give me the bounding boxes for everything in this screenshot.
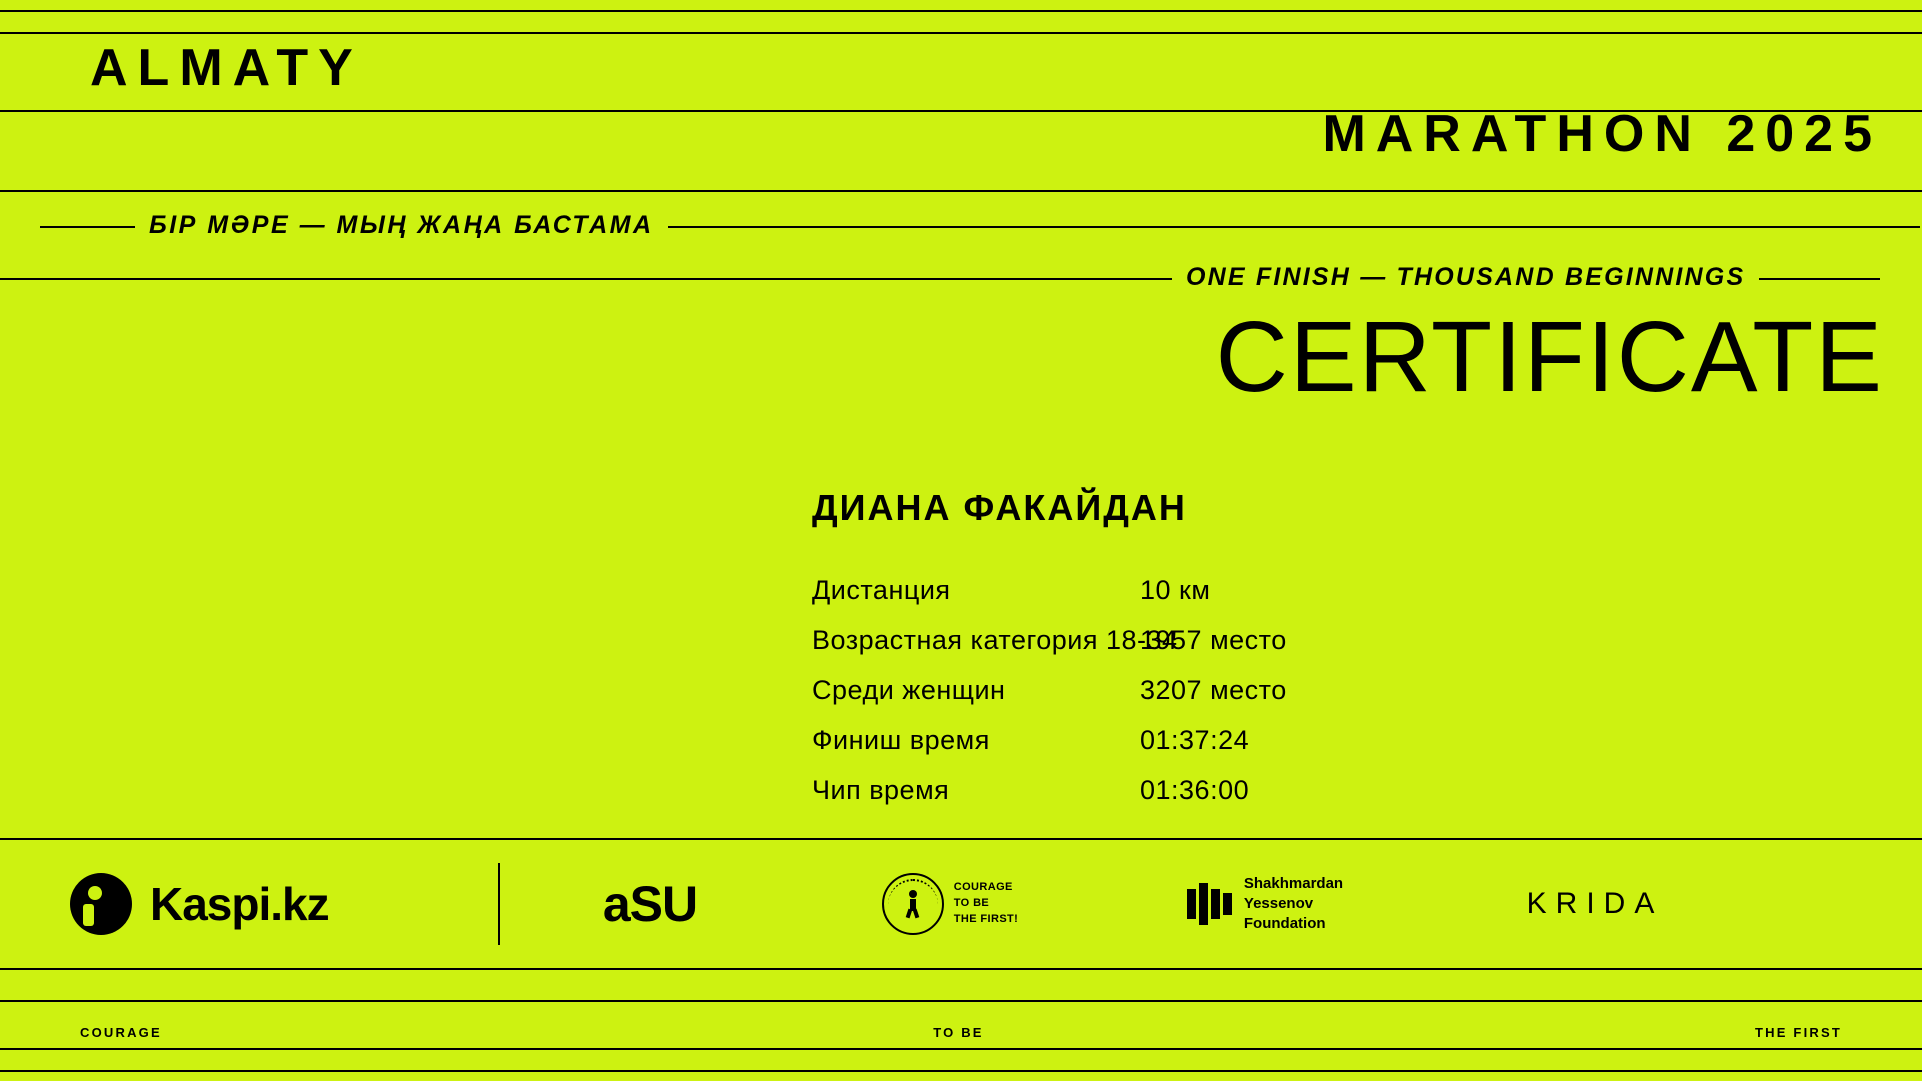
courage-line-3: THE FIRST! <box>953 912 1019 925</box>
result-row <box>812 725 1612 775</box>
result-row <box>812 625 1612 675</box>
athlete-name: ДИАНА ФАКАЙДАН <box>812 487 1187 528</box>
kaspi-logo-icon <box>70 873 132 935</box>
sponsor-strip <box>0 838 1922 970</box>
asu-wordmark: aSU <box>602 876 698 932</box>
courage-fund-icon <box>882 873 944 935</box>
sponsor-courage-fund <box>800 873 1100 935</box>
result-label: Финиш время <box>812 725 990 755</box>
rule-top-1 <box>0 10 1922 12</box>
yessenov-foundation-icon <box>1187 883 1232 925</box>
certificate-title: CERTIFICATE <box>1215 301 1884 413</box>
results-table <box>812 575 1612 825</box>
result-row <box>812 775 1612 825</box>
footer-left: COURAGE <box>80 1024 162 1040</box>
result-row <box>812 675 1612 725</box>
sponsor-kaspi <box>70 873 490 935</box>
footer-strip <box>0 1015 1922 1049</box>
shf-line-2: Yessenov <box>1243 894 1314 912</box>
rule-footer-top <box>0 1000 1922 1002</box>
rule-mid-1 <box>0 190 1922 192</box>
sponsor-krida <box>1430 889 1760 919</box>
krida-wordmark: KRIDA <box>1526 887 1664 920</box>
result-value: 3207 место <box>1140 675 1287 705</box>
result-label: Возрастная категория 18-34 <box>812 625 1178 655</box>
tagline-english: ONE FINISH — THOUSAND BEGINNINGS <box>1172 265 1759 290</box>
shf-line-1: Shakhmardan <box>1243 874 1344 892</box>
shf-line-3: Foundation <box>1243 915 1326 933</box>
sponsor-shakhmardan-yessenov <box>1100 874 1430 935</box>
result-row <box>812 575 1612 625</box>
courage-line-2: TO BE <box>953 897 990 910</box>
courage-fund-wordmark <box>954 880 1019 928</box>
result-label: Дистанция <box>812 575 951 605</box>
yessenov-foundation-wordmark <box>1244 874 1343 935</box>
result-value: 10 км <box>1140 575 1211 605</box>
rule-top-2 <box>0 32 1922 34</box>
result-value: 1957 место <box>1140 625 1287 655</box>
city-heading: ALMATY <box>90 39 363 97</box>
result-label: Среди женщин <box>812 675 1006 705</box>
footer-right: THE FIRST <box>1755 1024 1842 1040</box>
result-value: 01:37:24 <box>1140 725 1250 755</box>
tagline-kazakh: БІР МӘРЕ — МЫҢ ЖАҢА БАСТАМА <box>135 213 668 238</box>
result-label: Чип время <box>812 775 950 805</box>
courage-line-1: COURAGE <box>953 881 1013 894</box>
kaspi-wordmark: Kaspi.kz <box>150 878 329 930</box>
footer-middle: TO BE <box>933 1024 984 1040</box>
sponsor-asu <box>500 876 800 932</box>
rule-bottom <box>0 1070 1922 1072</box>
event-heading: MARATHON 2025 <box>1322 105 1882 163</box>
result-value: 01:36:00 <box>1140 775 1250 805</box>
